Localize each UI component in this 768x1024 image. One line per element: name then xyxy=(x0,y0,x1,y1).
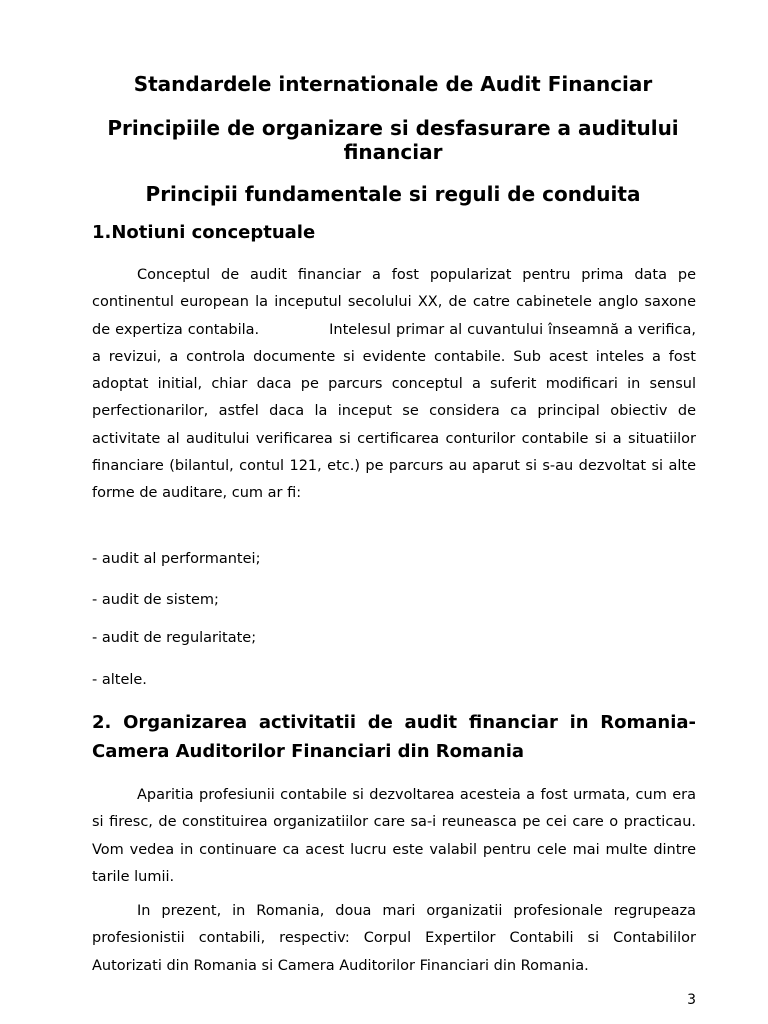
list-item: - audit de regularitate; xyxy=(92,630,257,646)
document-title: Standardele internationale de Audit Financiar xyxy=(133,72,653,96)
section-1-paragraph xyxy=(92,262,696,508)
section-1-paragraph-part-2: Intelesul primar al cuvantului înseamnă a verifica, a revizui, a controla documente si evidente contabile. Sub acest inteles a fost adoptat initial, chiar daca pe parcurs conceptul a suferit modificari in sensul perfectionarilor, astfel daca la inceput se considera ca principal obiectiv de activitate al auditului verificarea si certificarea conturilor contabile si a situatiilor financiare (bilantul, contul 121, etc.) pe parcurs au aparut si s-au dezvoltat si alte forme de auditare, cum ar fi: xyxy=(92,321,697,502)
list-item: - audit de sistem; xyxy=(92,592,219,608)
section-1-heading: 1.Notiuni conceptuale xyxy=(92,222,316,243)
document-subtitle-secondary: Principii fundamentale si reguli de conduita xyxy=(145,182,641,206)
list-item: - altele. xyxy=(92,672,147,688)
section-2-paragraph-1: Aparitia profesiunii contabile si dezvoltarea acesteia a fost urmata, cum era si firesc, de constituirea organizatiilor care sa-i reuneasca pe cei care o practicau. Vom vedea in continuare ca acest lucru este valabil pentru cele mai multe dintre tarile lumii. xyxy=(92,787,696,885)
section-2-paragraph-2: In prezent, in Romania, doua mari organizatii profesionale regrupeaza profesionistii contabili, respectiv: Corpul Expertilor Contabili si Contabililor Autorizati din Romania si Camera Auditorilor Financiari din Romania. xyxy=(92,903,696,974)
section-2-heading: 2. Organizarea activitatii de audit financiar in Romania- Camera Auditorilor Financiari din Romania xyxy=(92,712,696,762)
list-item: - audit al performantei; xyxy=(92,551,261,567)
document-subtitle: Principiile de organizare si desfasurare a auditului financiar xyxy=(107,116,679,164)
page-number: 3 xyxy=(687,992,696,1008)
section-1-paragraph-part-1: Conceptul de audit financiar a fost popularizat pentru prima data pe continentul european la inceputul secolului XX, de catre cabinetele anglo saxone de expertiza contabila. xyxy=(92,267,696,338)
